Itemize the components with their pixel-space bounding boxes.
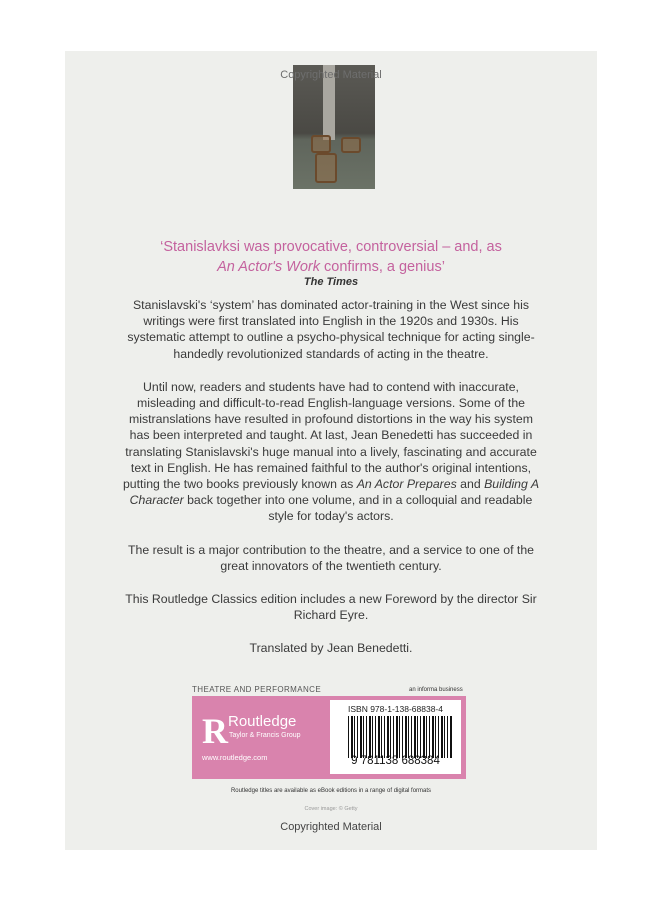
paragraph: This Routledge Classics edition includes a new Foreword by the director Sir Richard Eyre. xyxy=(125,592,537,623)
paragraph xyxy=(121,379,541,525)
barcode-box xyxy=(330,700,461,774)
cover-photo-chairs xyxy=(293,65,375,189)
blurb xyxy=(121,297,541,674)
paragraph: Translated by Jean Benedetti. xyxy=(249,641,413,656)
quote-line: confirms, a genius’ xyxy=(320,259,445,275)
cover-credit: Cover image: © Getty xyxy=(304,806,358,812)
paragraph: Stanislavski's ‘system’ has dominated actor-training in the West since his writings were first translated into English in the 1920s and 1930s. His systematic attempt to outline a psycho-physical technique for acting single-handedly revolutionized standards of acting in the theatre. xyxy=(127,298,535,361)
watermark-top: Copyrighted Material xyxy=(280,69,382,81)
book-title: Building A Character xyxy=(129,477,540,508)
watermark-bottom: Copyrighted Material xyxy=(280,821,382,833)
chair-shape xyxy=(311,135,331,153)
ebook-note: Routledge titles are available as eBook editions in a range of digital formats xyxy=(230,788,432,794)
text: and xyxy=(456,477,485,492)
chair-shape xyxy=(341,137,361,153)
publisher-group: Taylor & Francis Group xyxy=(229,732,301,739)
barcode-digits: 9 781138 688384 xyxy=(351,755,440,767)
quote-title: An Actor's Work xyxy=(217,259,321,275)
publisher-name: Routledge xyxy=(228,713,297,730)
routledge-logo-icon: R xyxy=(202,711,228,751)
informa-label: an informa business xyxy=(409,687,463,693)
quote-source: The Times xyxy=(303,276,359,288)
paragraph: The result is a major contribution to the theatre, and a service to one of the great innovators of the twentieth century. xyxy=(127,542,535,573)
publisher-url: www.routledge.com xyxy=(202,753,268,762)
series-label: THEATRE AND PERFORMANCE xyxy=(192,685,322,694)
publisher-band xyxy=(192,696,466,779)
review-quote xyxy=(65,237,597,277)
text: Until now, readers and students have had to contend with inaccurate, misleading and difficult-to-read English-language versions. Some of the mistranslations have resulted in profound distortions in the way his system has been interpreted and taught. At last, Jean Benedetti has succeeded in translating Stanislavski's huge manual into a lively, fascinating and accurate text in English. He has remained faithful to the author's original intentions, putting the two books previously known as xyxy=(122,379,537,492)
book-back-cover xyxy=(65,51,597,850)
quote-line: ‘Stanislavksi was provocative, controversial – and, as xyxy=(160,239,502,255)
isbn: ISBN 978-1-138-68838-4 xyxy=(348,704,443,714)
barcode-icon xyxy=(348,716,452,758)
book-title: An Actor Prepares xyxy=(356,477,457,492)
text: back together into one volume, and in a colloquial and readable style for today's actors. xyxy=(183,493,533,524)
chair-shape xyxy=(315,153,337,183)
